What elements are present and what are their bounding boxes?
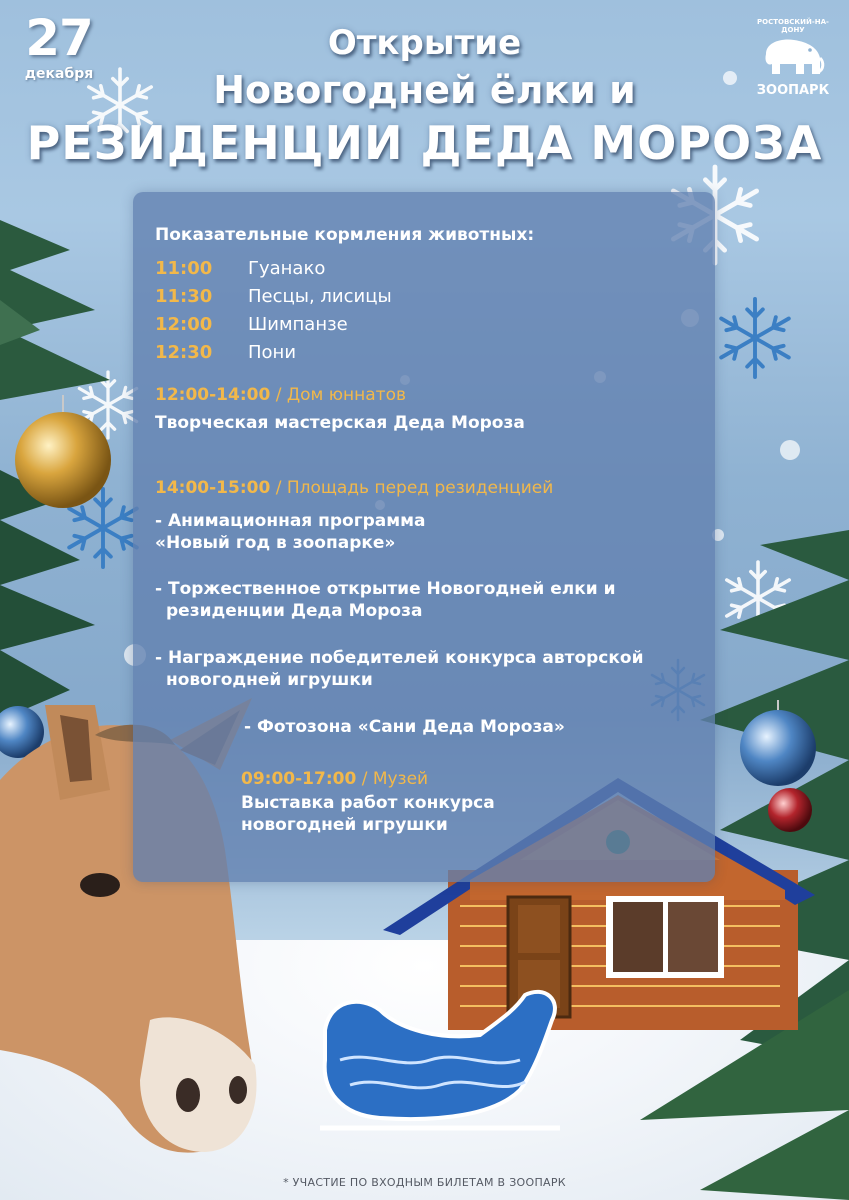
ceremony-schedule [155,477,553,499]
snowflake-icon [721,299,789,377]
ceremony-item-2: - Торжественное открытие Новогодней елки и [155,579,616,599]
feeding-time: 11:30 [155,286,213,307]
ceremony-item-1-cont: «Новый год в зоопарке» [155,533,396,553]
feeding-animal: Пони [248,342,297,363]
logo-city: РОСТОВСКИЙ-НА-ДОНУ [757,18,829,34]
sleigh-illustration [320,992,560,1128]
ceremony-item-1: - Анимационная программа [155,511,426,531]
workshop-time: 12:00-14:00 [155,385,271,405]
feeding-heading: Показательные кормления животных: [155,225,535,245]
logo-name: ЗООПАРК [756,83,830,98]
title-line-3: РЕЗИДЕНЦИИ ДЕДА МОРОЗА [26,116,823,170]
date-month: декабря [24,66,94,82]
museum-time: 09:00-17:00 [241,769,357,789]
feeding-time: 12:30 [155,342,213,363]
title-line-1: Открытие [327,23,522,63]
workshop-place: / Дом юннатов [275,385,407,405]
title-line-2: Новогодней ёлки и [213,68,636,112]
poster-title [0,20,849,172]
ceremony-item-3-cont: новогодней игрушки [166,670,373,690]
workshop-title: Творческая мастерская Деда Мороза [155,413,525,433]
ceremony-place: / Площадь перед резиденцией [275,478,554,498]
museum-line-1: Выставка работ конкурса [241,793,495,813]
ceremony-item-3: - Награждение победителей конкурса авторской [155,648,644,668]
museum-line-2: новогодней игрушки [241,815,448,835]
museum-place: / Музей [361,769,429,789]
elephant-logo-icon [758,34,828,78]
museum-schedule [241,768,428,790]
ceremony-item-2-cont: резиденции Деда Мороза [166,601,423,621]
feeding-time: 12:00 [155,314,213,335]
workshop-schedule [155,384,406,406]
ceremony-time: 14:00-15:00 [155,478,271,498]
feeding-time: 11:00 [155,258,213,279]
footer-note: * УЧАСТИЕ ПО ВХОДНЫМ БИЛЕТАМ В ЗООПАРК [283,1176,566,1189]
feeding-animal: Гуанако [248,258,326,279]
ornament-red-icon [768,788,812,832]
feeding-animal: Шимпанзе [248,314,348,335]
date-day: 27 [25,9,93,67]
feeding-animal: Песцы, лисицы [248,286,392,307]
zoo-logo [750,18,836,98]
ceremony-item-4: - Фотозона «Сани Деда Мороза» [244,717,565,737]
